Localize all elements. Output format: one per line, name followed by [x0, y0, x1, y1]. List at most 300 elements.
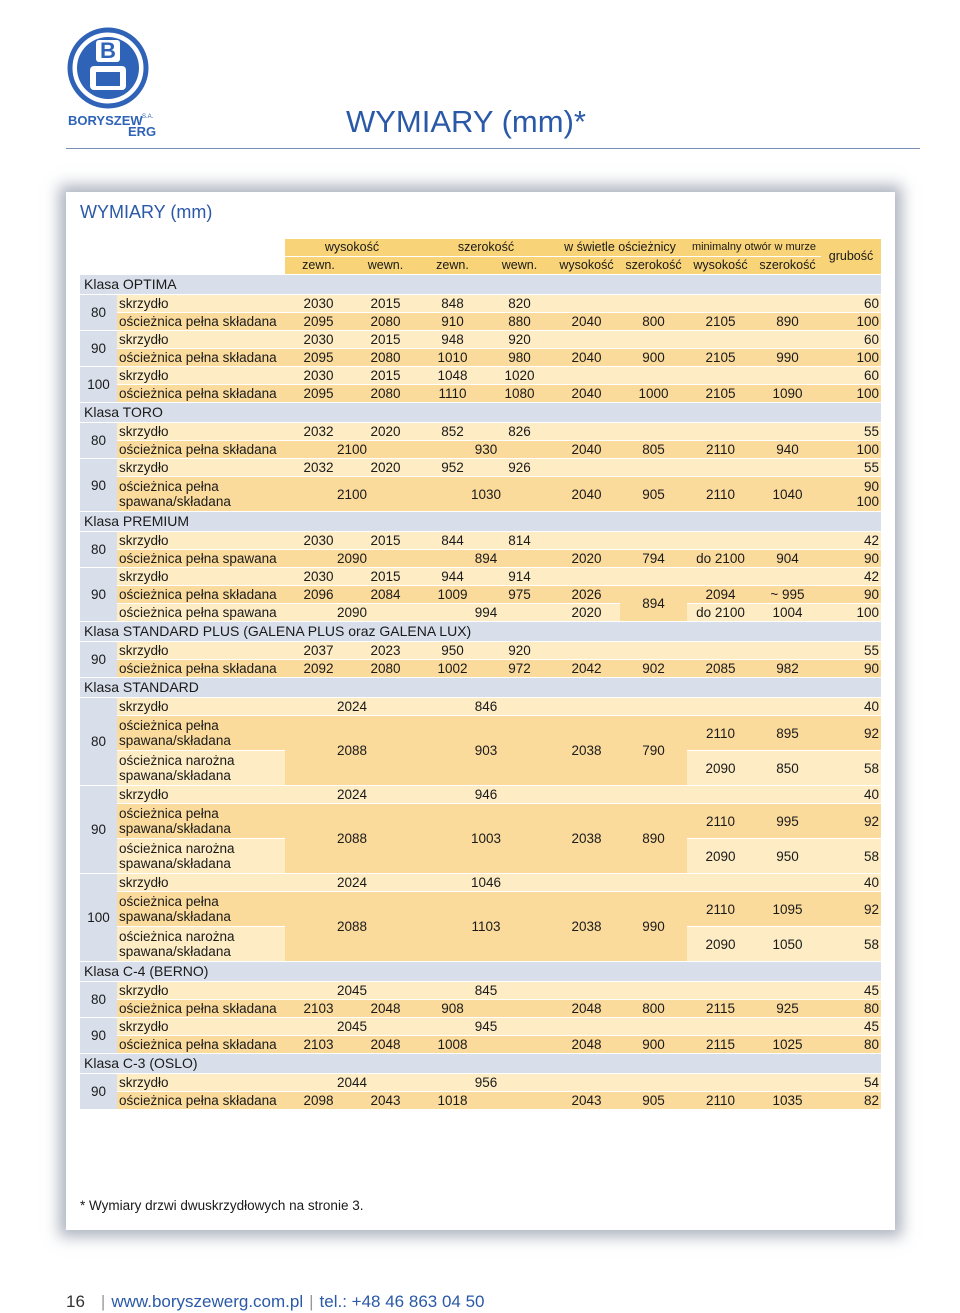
row-label-text: ościeżnica pełna składana — [119, 314, 277, 329]
table-cell: 975 — [486, 586, 553, 603]
table-cell: 2040 — [553, 349, 620, 366]
svg-text:ERG: ERG — [128, 124, 157, 139]
door-class: 90 — [80, 786, 117, 873]
table-cell — [553, 874, 620, 891]
table-cell: 2100 — [285, 441, 419, 458]
table-cell: 2037 — [285, 642, 352, 659]
footnote: * Wymiary drzwi dwuskrzydłowych na stronie 3. — [80, 1198, 364, 1213]
section-header — [80, 962, 881, 981]
row-label-text: ościeżnica pełna — [119, 718, 219, 733]
row-label — [117, 698, 285, 715]
table-cell — [687, 367, 754, 384]
row-label-text: ościeżnica pełna spawana — [119, 605, 277, 620]
door-class: 100 — [80, 367, 117, 402]
table-cell — [620, 786, 687, 803]
row-label-text: skrzydło — [119, 332, 169, 347]
row-label — [117, 459, 285, 476]
header-szer: szerokość — [620, 257, 687, 274]
table-cell: 2015 — [352, 367, 419, 384]
table-cell: 2085 — [687, 660, 754, 677]
table-cell: 850 — [754, 751, 821, 785]
header-wys: wysokość — [553, 257, 620, 274]
table-cell: 1110 — [419, 385, 486, 402]
table-cell: 2090 — [687, 751, 754, 785]
row-label-text: skrzydło — [119, 787, 169, 802]
page-number: 16 — [66, 1292, 85, 1311]
table-cell: 2043 — [352, 1092, 419, 1109]
door-class: 90 — [80, 331, 117, 366]
table-cell — [620, 642, 687, 659]
table-cell: 100 — [821, 313, 881, 330]
door-class: 90 — [80, 1018, 117, 1053]
row-label-text: skrzydło — [119, 296, 169, 311]
table-row — [80, 892, 881, 926]
brand-emblem-icon — [66, 24, 166, 144]
table-row — [80, 586, 881, 603]
table-cell: 800 — [620, 1000, 687, 1017]
table-cell: 846 — [419, 698, 553, 715]
table-cell — [754, 367, 821, 384]
row-label — [117, 660, 285, 677]
row-label-text: skrzydło — [119, 643, 169, 658]
table-cell: 994 — [419, 604, 553, 621]
row-label-text: ościeżnica pełna — [119, 806, 219, 821]
table-cell — [687, 295, 754, 312]
table-cell: 2038 — [553, 804, 620, 873]
table-cell: 2015 — [352, 568, 419, 585]
table-cell: 1040 — [754, 477, 821, 511]
table-cell: 55 — [821, 459, 881, 476]
door-class: 80 — [80, 982, 117, 1017]
table-cell: 1103 — [419, 892, 553, 961]
row-label-text: ościeżnica narożna — [119, 753, 235, 768]
header-grubosc: grubość — [821, 239, 881, 274]
table-cell — [754, 532, 821, 549]
header-zewn: zewn. — [419, 257, 486, 274]
table-cell — [553, 642, 620, 659]
table-cell: 2043 — [553, 1092, 620, 1109]
row-label-text: skrzydło — [119, 983, 169, 998]
table-cell — [754, 295, 821, 312]
table-cell: 848 — [419, 295, 486, 312]
table-cell: do 2100 — [687, 550, 754, 567]
table-row — [80, 698, 881, 715]
table-row — [80, 459, 881, 476]
row-label-text: ościeżnica narożna — [119, 841, 235, 856]
table-cell: 2024 — [285, 698, 419, 715]
door-class: 80 — [80, 423, 117, 458]
table-cell: 945 — [419, 1018, 553, 1035]
door-class: 80 — [80, 532, 117, 567]
table-cell — [553, 568, 620, 585]
table-cell: 2110 — [687, 892, 754, 926]
table-cell: 2080 — [352, 385, 419, 402]
table-cell: 42 — [821, 568, 881, 585]
table-cell: 2020 — [553, 604, 620, 621]
row-label-text: ościeżnica pełna — [119, 479, 219, 494]
table-cell: 920 — [486, 331, 553, 348]
row-label — [117, 550, 285, 567]
section-header — [80, 403, 881, 422]
row-label-text: spawana/składana — [119, 856, 231, 871]
table-cell: 2048 — [352, 1036, 419, 1053]
row-label — [117, 1074, 285, 1091]
row-label-text: ościeżnica pełna składana — [119, 442, 277, 457]
table-cell — [553, 331, 620, 348]
table-cell: 990 — [620, 892, 687, 961]
table-cell: 2032 — [285, 423, 352, 440]
section-title: Klasa C-3 (OSLO) — [80, 1054, 881, 1073]
table-cell: 2038 — [553, 892, 620, 961]
row-label-text: ościeżnica pełna składana — [119, 386, 277, 401]
table-cell: 2048 — [352, 1000, 419, 1017]
table-cell: 2020 — [553, 550, 620, 567]
row-label — [117, 927, 285, 961]
row-label — [117, 716, 285, 750]
table-cell: 40 — [821, 786, 881, 803]
header-wewn: wewn. — [352, 257, 419, 274]
table-cell: 2030 — [285, 331, 352, 348]
table-cell — [754, 982, 821, 999]
footer-url[interactable]: www.boryszewerg.com.pl — [111, 1292, 304, 1311]
table-row — [80, 1036, 881, 1053]
table-cell: 990 — [754, 349, 821, 366]
row-label — [117, 423, 285, 440]
table-cell: 2088 — [285, 892, 419, 961]
header-szerokosc: szerokość — [419, 239, 553, 256]
table-cell — [553, 1074, 620, 1091]
table-row — [80, 642, 881, 659]
table-cell: 1035 — [754, 1092, 821, 1109]
table-row — [80, 568, 881, 585]
table-cell: 2090 — [687, 839, 754, 873]
section-title: Klasa C-4 (BERNO) — [80, 962, 881, 981]
table-cell — [754, 786, 821, 803]
table-cell: 2040 — [553, 477, 620, 511]
table-cell — [687, 532, 754, 549]
table-cell: 950 — [754, 839, 821, 873]
table-cell: 2105 — [687, 313, 754, 330]
section-header — [80, 275, 881, 294]
row-label — [117, 367, 285, 384]
table-cell: 92 — [821, 892, 881, 926]
row-label — [117, 751, 285, 785]
door-class: 100 — [80, 874, 117, 961]
table-cell: 1030 — [419, 477, 553, 511]
table-cell: 820 — [486, 295, 553, 312]
table-cell: 2110 — [687, 477, 754, 511]
row-label-text: skrzydło — [119, 460, 169, 475]
row-label-text: spawana/składana — [119, 494, 231, 509]
table-cell: 800 — [620, 313, 687, 330]
table-cell: 2030 — [285, 532, 352, 549]
table-cell: 814 — [486, 532, 553, 549]
table-cell — [620, 874, 687, 891]
table-cell: 2023 — [352, 642, 419, 659]
table-cell: 2090 — [285, 604, 419, 621]
table-cell: 972 — [486, 660, 553, 677]
row-label-text: ościeżnica pełna składana — [119, 1001, 277, 1016]
table-cell — [687, 982, 754, 999]
table-cell: 2110 — [687, 1092, 754, 1109]
table-cell — [754, 642, 821, 659]
header-szer: szerokość — [754, 257, 821, 274]
table-cell: 2080 — [352, 660, 419, 677]
table-cell — [620, 698, 687, 715]
door-class: 90 — [80, 1074, 117, 1109]
row-label-text: spawana/składana — [119, 909, 231, 924]
table-row — [80, 604, 881, 621]
section-header — [80, 678, 881, 697]
panel-title: WYMIARY (mm) — [80, 202, 213, 222]
table-cell: 805 — [620, 441, 687, 458]
table-cell: 60 — [821, 331, 881, 348]
table-row — [80, 1092, 881, 1109]
row-label-text: skrzydło — [119, 424, 169, 439]
table-cell: 2030 — [285, 568, 352, 585]
table-cell: 1080 — [486, 385, 553, 402]
table-row — [80, 1018, 881, 1035]
table-cell: 54 — [821, 1074, 881, 1091]
table-row — [80, 804, 881, 838]
table-cell: 60 — [821, 295, 881, 312]
table-cell: 940 — [754, 441, 821, 458]
table-cell: 900 — [620, 1036, 687, 1053]
door-class: 80 — [80, 295, 117, 330]
table-cell — [754, 1074, 821, 1091]
table-row — [80, 441, 881, 458]
table-cell — [821, 477, 881, 511]
table-cell: 100 — [821, 349, 881, 366]
table-cell — [754, 459, 821, 476]
row-label — [117, 642, 285, 659]
table-cell: 2095 — [285, 313, 352, 330]
table-cell: 2110 — [687, 716, 754, 750]
table-cell — [687, 459, 754, 476]
table-cell — [620, 331, 687, 348]
table-cell — [687, 786, 754, 803]
table-cell: 2090 — [285, 550, 419, 567]
table-cell — [687, 1018, 754, 1035]
table-cell — [553, 367, 620, 384]
table-cell: 2015 — [352, 532, 419, 549]
table-cell: 2045 — [285, 982, 419, 999]
table-cell: 1020 — [486, 367, 553, 384]
table-cell: 1009 — [419, 586, 486, 603]
page-title: WYMIARY (mm)* — [346, 104, 586, 139]
row-label — [117, 1036, 285, 1053]
table-row — [80, 550, 881, 567]
table-cell: 925 — [754, 1000, 821, 1017]
table-row — [80, 367, 881, 384]
table-cell: 2090 — [687, 927, 754, 961]
table-cell — [687, 698, 754, 715]
door-class: 80 — [80, 698, 117, 785]
table-cell: 2045 — [285, 1018, 419, 1035]
table-cell: 80 — [821, 1036, 881, 1053]
table-cell: 900 — [620, 349, 687, 366]
table-cell: 2030 — [285, 295, 352, 312]
table-cell — [486, 1092, 553, 1109]
table-cell: 40 — [821, 874, 881, 891]
row-label-text: ościeżnica pełna składana — [119, 350, 277, 365]
row-label — [117, 385, 285, 402]
table-cell: 45 — [821, 982, 881, 999]
header-row-2 — [80, 257, 881, 274]
table-cell: 902 — [620, 660, 687, 677]
table-cell — [486, 1036, 553, 1053]
row-label-text: ościeżnica narożna — [119, 929, 235, 944]
table-row — [80, 423, 881, 440]
header-row-1 — [80, 239, 881, 256]
table-cell: 2040 — [553, 385, 620, 402]
table-cell: 55 — [821, 642, 881, 659]
table-cell: 58 — [821, 839, 881, 873]
table-cell: 100 — [856, 494, 879, 509]
door-class: 90 — [80, 642, 117, 677]
table-cell — [754, 423, 821, 440]
row-label — [117, 786, 285, 803]
table-cell: 2084 — [352, 586, 419, 603]
row-label — [117, 295, 285, 312]
table-cell — [620, 1018, 687, 1035]
table-row — [80, 295, 881, 312]
table-cell: 2088 — [285, 716, 419, 785]
table-cell: 2015 — [352, 295, 419, 312]
table-cell: 946 — [419, 786, 553, 803]
table-cell — [687, 1074, 754, 1091]
table-cell: 2110 — [687, 441, 754, 458]
row-label — [117, 804, 285, 838]
header-wysokosc: wysokość — [285, 239, 419, 256]
table-cell: 2115 — [687, 1000, 754, 1017]
table-cell: 794 — [620, 550, 687, 567]
footer-separator: | — [309, 1292, 314, 1311]
page-footer — [66, 1292, 485, 1312]
svg-text:B: B — [100, 38, 116, 63]
table-cell: 40 — [821, 698, 881, 715]
footer-separator: | — [100, 1292, 106, 1311]
table-cell: 2110 — [687, 804, 754, 838]
row-label — [117, 568, 285, 585]
row-label-text: spawana/składana — [119, 944, 231, 959]
table-cell: 2105 — [687, 349, 754, 366]
table-cell: 1025 — [754, 1036, 821, 1053]
table-cell: 2040 — [553, 313, 620, 330]
row-label-text: skrzydło — [119, 875, 169, 890]
table-cell: 55 — [821, 423, 881, 440]
row-label-text: ościeżnica pełna składana — [119, 587, 277, 602]
table-row — [80, 477, 881, 511]
table-cell — [620, 423, 687, 440]
section-title: Klasa STANDARD — [80, 678, 881, 697]
table-cell: 790 — [620, 716, 687, 785]
table-row — [80, 660, 881, 677]
row-label-text: ościeżnica pełna spawana — [119, 551, 277, 566]
table-cell: 905 — [620, 1092, 687, 1109]
table-cell — [754, 568, 821, 585]
table-cell: 45 — [821, 1018, 881, 1035]
table-cell — [754, 698, 821, 715]
table-cell: 90 — [821, 550, 881, 567]
row-label-text: spawana/składana — [119, 821, 231, 836]
table-cell — [754, 331, 821, 348]
table-cell — [687, 568, 754, 585]
table-cell: 82 — [821, 1092, 881, 1109]
row-label-text: ościeżnica pełna składana — [119, 1093, 277, 1108]
table-cell: 982 — [754, 660, 821, 677]
table-cell: 930 — [419, 441, 553, 458]
table-cell: 1018 — [419, 1092, 486, 1109]
table-cell: 2105 — [687, 385, 754, 402]
svg-text:S.A.: S.A. — [142, 114, 154, 120]
table-cell — [553, 698, 620, 715]
brand-logo — [66, 24, 166, 144]
table-cell: 2032 — [285, 459, 352, 476]
header-wewn: wewn. — [486, 257, 553, 274]
table-cell — [620, 1074, 687, 1091]
table-cell: 910 — [419, 313, 486, 330]
table-cell: do 2100 — [687, 604, 754, 621]
table-row — [80, 786, 881, 803]
row-label — [117, 982, 285, 999]
table-row — [80, 1074, 881, 1091]
table-cell: 60 — [821, 367, 881, 384]
table-cell: 2040 — [553, 441, 620, 458]
table-row — [80, 982, 881, 999]
row-label-text: spawana/składana — [119, 733, 231, 748]
row-label-text: skrzydło — [119, 569, 169, 584]
table-cell: 1095 — [754, 892, 821, 926]
table-cell: 1002 — [419, 660, 486, 677]
table-cell: 890 — [754, 313, 821, 330]
table-cell — [620, 982, 687, 999]
table-row — [80, 532, 881, 549]
table-cell — [553, 459, 620, 476]
row-label — [117, 604, 285, 621]
table-cell: 1004 — [754, 604, 821, 621]
row-label — [117, 532, 285, 549]
section-title: Klasa OPTIMA — [80, 275, 881, 294]
table-cell: 2080 — [352, 313, 419, 330]
table-row — [80, 385, 881, 402]
row-label — [117, 586, 285, 603]
table-cell — [620, 568, 687, 585]
table-cell: 2024 — [285, 874, 419, 891]
table-cell: 90 — [821, 586, 881, 603]
row-label — [117, 874, 285, 891]
table-cell: 944 — [419, 568, 486, 585]
table-cell: 2103 — [285, 1036, 352, 1053]
table-cell: 826 — [486, 423, 553, 440]
row-label — [117, 313, 285, 330]
table-cell — [553, 295, 620, 312]
header-swiatlo: w świetle ościeżnicy — [553, 239, 687, 256]
section-title: Klasa STANDARD PLUS (GALENA PLUS oraz GALENA LUX) — [80, 622, 881, 641]
table-cell: 903 — [419, 716, 553, 785]
table-cell: 42 — [821, 532, 881, 549]
row-label-text: ościeżnica pełna — [119, 894, 219, 909]
table-cell: 890 — [620, 804, 687, 873]
table-cell: 880 — [486, 313, 553, 330]
table-cell: 1046 — [419, 874, 553, 891]
table-cell: 2048 — [553, 1036, 620, 1053]
table-cell: 894 — [419, 550, 553, 567]
table-cell — [754, 1018, 821, 1035]
table-cell: 2100 — [285, 477, 419, 511]
table-cell: 1010 — [419, 349, 486, 366]
table-cell: 995 — [754, 804, 821, 838]
